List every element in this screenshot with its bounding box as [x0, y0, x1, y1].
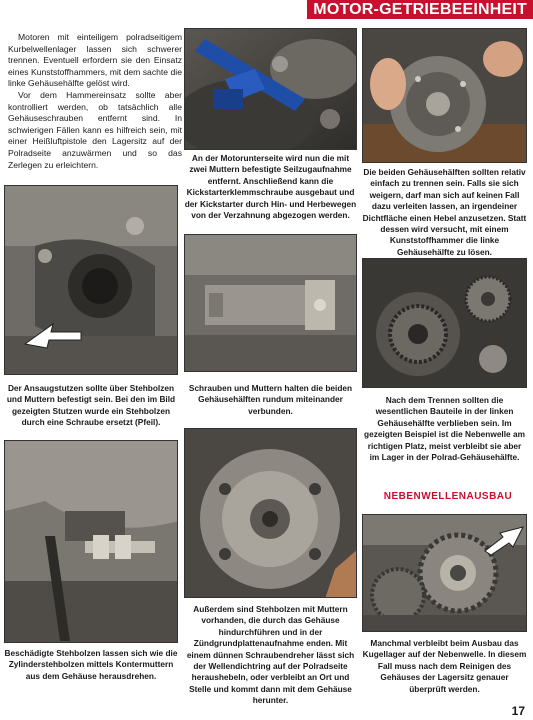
photo-kugellager: [362, 514, 527, 632]
photo-gehaeuse-trennen: [362, 28, 527, 163]
caption-stehbolzen: Beschädigte Stehbolzen lassen sich wie die Zylinderstehbolzen mittels Kontermuttern aus dem Gehäuse herausdrehen.: [4, 648, 178, 681]
photo-ansaugstutzen: [4, 185, 178, 375]
arrow-icon: [483, 525, 525, 555]
intro-paragraph-1: Motoren mit einteiligem polradseitigem Kurbelwellenlager lassen sich schwerer trennen. Eventuell erfordern sie den Einsatz eines Kunststoffhammers, mit dem sachte die linke Gehäusehälfte gelöst wird.: [8, 32, 182, 89]
caption-gehaeuse-trennen: Die beiden Gehäusehälften sollten relativ einfach zu trennen sein. Falls sie sich weigern, darf man sich auf keinen Fall dazu verleiten lassen, an irgendeiner Dichtfläche einen Hebel anzusetzen. Statt dessen wird versucht, mit einem Kunststoffhammer die linke Gehäusehälfte zu lösen.: [362, 167, 527, 257]
page-header: [0, 0, 533, 22]
caption-kugellager: Manchmal verbleibt beim Ausbau das Kugellager auf der Nebenwelle. In diesem Fall muss nach dem Reinigen des Gehäuses der Lagersitz genauer überprüft werden.: [362, 638, 527, 694]
caption-seilzugaufnahme: An der Motorunterseite wird nun die mit zwei Muttern befestigte Seilzugaufnahme entfernt. Anschließend kann die Kickstarterklemmschraube ausgebaut und der Kickstarter durch Hin- und Herbewegen von der Verzahnung abgezogen werden.: [184, 153, 357, 221]
caption-zuendgrundplatte: Außerdem sind Stehbolzen mit Muttern vorhanden, die durch das Gehäuse hindurchführen und in der Zündgrundplattenaufnahme enden. Mit einem dünnen Schraubendreher lässt sich der Wellendichtring auf der Polradseite heraushebeln, oder verbleibt an Ort und Stelle und kommt dann mit dem Gehäuse herunter.: [186, 604, 355, 706]
intro-text: [8, 32, 182, 171]
photo-zuendgrundplatte: [184, 428, 357, 598]
page-section-title: MOTOR-GETRIEBEEINHEIT: [313, 1, 527, 18]
page-number: 17: [511, 704, 525, 718]
photo-stehbolzen: [4, 440, 178, 643]
caption-schrauben: Schrauben und Muttern halten die beiden Gehäusehälften rundum miteinander verbunden.: [188, 383, 353, 416]
photo-schrauben-muttern: [184, 234, 357, 372]
intro-paragraph-2: Vor dem Hammereinsatz sollte aber kontrolliert werden, ob tatsächlich alle Gehäuseschrauben entfernt sind. In schwierigen Fällen kann es hilfreich sein, mit einer Heißluftpistole den Lagersitz auf der Polradseite anzuwärmen und so das Zerlegen zu erleichtern.: [8, 89, 182, 170]
section-heading-nebenwellenausbau: NEBENWELLENAUSBAU: [383, 491, 513, 502]
arrow-icon: [23, 314, 83, 354]
caption-bauteile: Nach dem Trennen sollten die wesentlichen Bauteile in der linken Gehäusehälfte verblieben sein. Im gezeigten Beispiel ist die Nebenwelle am richtigen Platz, meist verbleibt sie aber im Lager in der Polrad-Gehäusehälfte.: [364, 395, 525, 463]
caption-ansaugstutzen: Der Ansaugstutzen sollte über Stehbolzen und Muttern befestigt sein. Bei den im Bild gezeigten Stutzen wurde ein Stehbolzen durch eine Schraube ersetzt (Pfeil).: [6, 383, 176, 428]
photo-bauteile: [362, 258, 527, 388]
photo-seilzugaufnahme: [184, 28, 357, 150]
